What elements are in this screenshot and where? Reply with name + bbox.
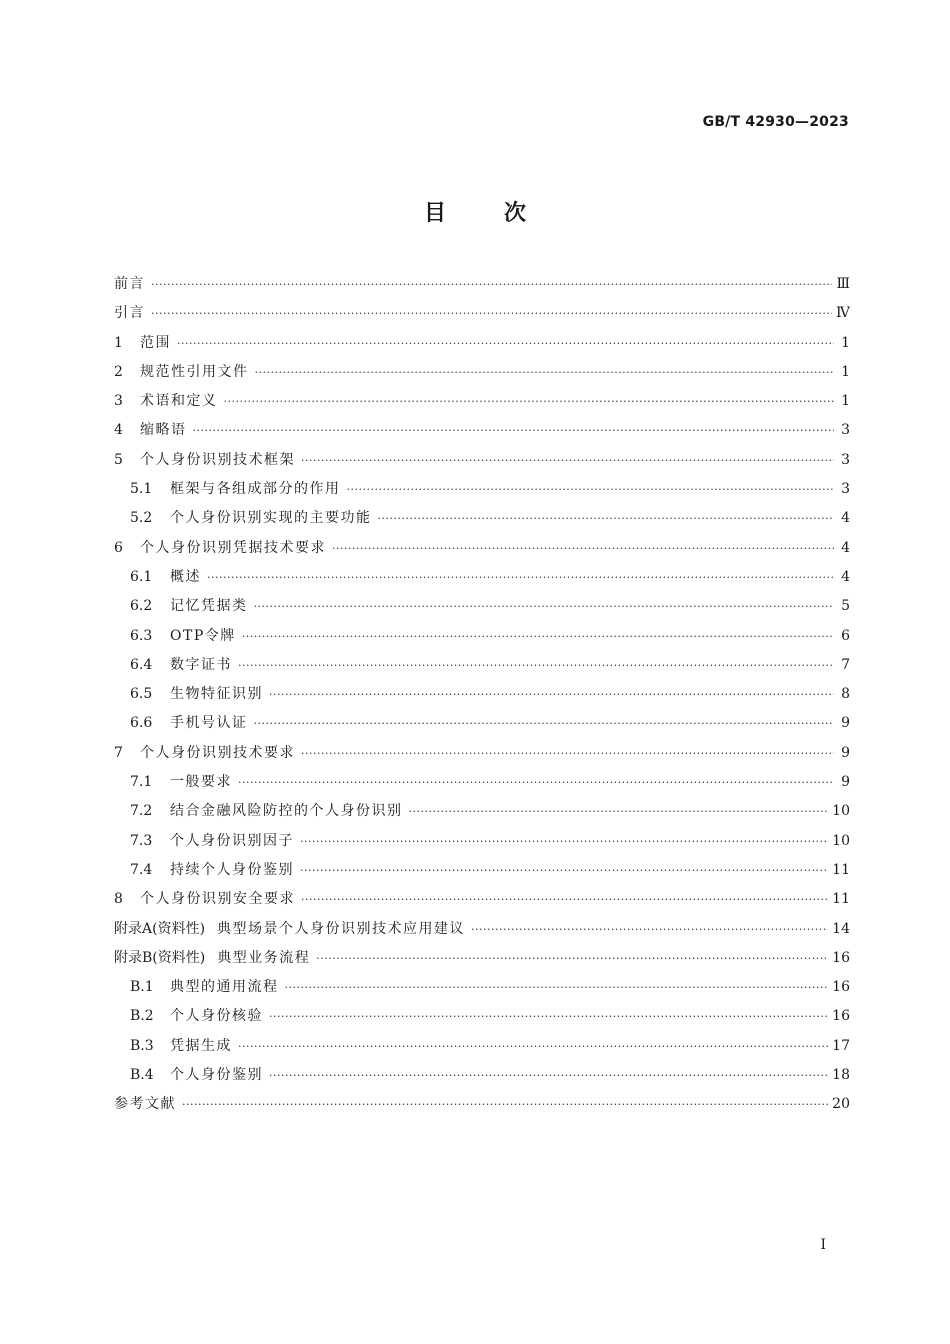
toc-entry-page: 10	[832, 832, 850, 849]
toc-entry-page: 4	[841, 568, 850, 585]
toc-entry-number: 6	[114, 539, 123, 556]
dot-leader	[151, 270, 832, 299]
toc-entry-number: 3	[114, 393, 123, 410]
toc-entry-1[interactable]	[114, 329, 850, 358]
dot-leader	[301, 446, 834, 475]
toc-entry-title: 典型业务流程	[217, 949, 311, 966]
dot-leader	[301, 739, 834, 768]
toc-entry-number: 7.2	[130, 803, 153, 820]
toc-entry-title: OTP令牌	[170, 627, 236, 644]
toc-entry-page: 16	[832, 979, 850, 996]
toc-entry-title: 个人身份鉴别	[170, 1067, 263, 1084]
toc-entry-6[interactable]	[114, 534, 850, 563]
toc-entry-title: 术语和定义	[140, 393, 218, 410]
toc-entry-page: 6	[841, 627, 850, 644]
toc-entry-number: 6.6	[130, 715, 153, 732]
toc-entry-number: 4	[114, 422, 123, 439]
dot-leader	[347, 475, 835, 504]
toc-entry-title: 个人身份识别技术要求	[140, 744, 295, 761]
toc-entry-6-6[interactable]	[114, 709, 850, 738]
toc-entry-title: 个人身份识别安全要求	[140, 891, 295, 908]
toc-entry-page: 16	[832, 949, 850, 966]
toc-entry-7[interactable]	[114, 739, 850, 768]
toc-entry-number: 5.2	[130, 510, 153, 527]
dot-leader	[255, 358, 835, 387]
toc-entry-number: 8	[114, 891, 123, 908]
toc-entry-number: 6.1	[130, 568, 153, 585]
toc-entry-b-1[interactable]	[114, 973, 850, 1002]
toc-entry-title: 个人身份识别凭据技术要求	[140, 539, 326, 556]
toc-entry-page: 20	[832, 1096, 850, 1113]
toc-entry-title: 持续个人身份鉴别	[170, 861, 294, 878]
dot-leader	[254, 709, 835, 738]
toc-entry-number: 7.3	[130, 832, 153, 849]
toc-entry-introduction[interactable]	[114, 299, 850, 328]
dot-leader	[378, 504, 835, 533]
toc-entry-title: 典型场景个人身份识别技术应用建议	[217, 920, 466, 937]
toc-entry-b-3[interactable]	[114, 1032, 850, 1061]
toc-entry-title: 一般要求	[170, 774, 232, 791]
dot-leader	[182, 1090, 828, 1119]
dot-leader	[224, 387, 835, 416]
toc-entry-2[interactable]	[114, 358, 850, 387]
toc-entry-page: 10	[832, 803, 850, 820]
toc-entry-page: 1	[841, 363, 850, 380]
toc-entry-number: 2	[114, 363, 123, 380]
toc-entry-page: 7	[841, 656, 850, 673]
toc-entry-title: 个人身份核验	[170, 1008, 263, 1025]
dot-leader	[285, 973, 829, 1002]
toc-entry-title: 凭据生成	[170, 1037, 232, 1054]
toc-entry-6-5[interactable]	[114, 680, 850, 709]
toc-entry-title: 框架与各组成部分的作用	[170, 481, 341, 498]
toc-entry-number: 6.3	[130, 627, 153, 644]
dot-leader	[301, 885, 828, 914]
toc-entry-number: B.2	[130, 1008, 154, 1025]
toc-entry-title: 前言	[114, 276, 145, 292]
dot-leader	[471, 915, 828, 944]
toc-entry-page: 1	[841, 334, 850, 351]
toc-entry-number: 7	[114, 744, 123, 761]
dot-leader	[242, 622, 834, 651]
toc-entry-6-4[interactable]	[114, 651, 850, 680]
dot-leader	[269, 1061, 828, 1090]
toc-entry-page: 9	[841, 715, 850, 732]
toc-entry-title: 个人身份识别因子	[170, 832, 294, 849]
toc-entry-7-2[interactable]	[114, 797, 850, 826]
toc-entry-8[interactable]	[114, 885, 850, 914]
toc-entry-b-4[interactable]	[114, 1061, 850, 1090]
toc-entry-page: 3	[841, 481, 850, 498]
table-of-contents	[114, 270, 850, 1120]
toc-entry-number: B.1	[130, 979, 154, 996]
toc-entry-page: 17	[832, 1037, 850, 1054]
toc-entry-title: 典型的通用流程	[170, 979, 279, 996]
toc-entry-title: 范围	[140, 334, 171, 351]
page-folio: I	[820, 1237, 826, 1253]
toc-entry-number: B.4	[130, 1067, 154, 1084]
toc-entry-page: 9	[841, 744, 850, 761]
toc-entry-number: 附录B(资料性)	[114, 949, 206, 966]
dot-leader	[254, 592, 835, 621]
toc-entry-number: 5	[114, 451, 123, 468]
toc-entry-b-2[interactable]	[114, 1002, 850, 1031]
toc-entry-title: 引言	[114, 305, 145, 322]
toc-entry-title: 规范性引用文件	[140, 363, 249, 380]
toc-entry-page: 18	[832, 1067, 850, 1084]
toc-entry-title: 手机号认证	[170, 715, 248, 732]
toc-entry-number: B.3	[130, 1037, 154, 1054]
dot-leader	[300, 856, 828, 885]
toc-entry-page: 16	[832, 1008, 850, 1025]
dot-leader	[409, 797, 829, 826]
toc-entry-annex-b[interactable]	[114, 944, 850, 973]
toc-entry-title: 个人身份识别实现的主要功能	[170, 510, 372, 527]
toc-entry-number: 5.1	[130, 481, 153, 498]
toc-entry-4[interactable]	[114, 416, 850, 445]
toc-entry-page: 4	[841, 510, 850, 527]
toc-entry-3[interactable]	[114, 387, 850, 416]
dot-leader	[177, 329, 834, 358]
toc-entry-title: 概述	[170, 568, 201, 585]
dot-leader	[269, 680, 834, 709]
toc-entry-page: 9	[841, 774, 850, 791]
toc-entry-page: 1	[841, 393, 850, 410]
toc-entry-page: 5	[841, 598, 850, 615]
toc-entry-page: 8	[841, 686, 850, 703]
toc-entry-title: 生物特征识别	[170, 686, 263, 703]
toc-entry-6-1[interactable]	[114, 563, 850, 592]
toc-entry-page: 11	[832, 891, 850, 908]
toc-entry-number: 1	[114, 334, 123, 351]
toc-entry-page: 3	[841, 451, 850, 468]
toc-entry-page: 11	[832, 861, 850, 878]
toc-entry-annex-a[interactable]	[114, 915, 850, 944]
toc-entry-title: 结合金融风险防控的个人身份识别	[170, 803, 403, 820]
dot-leader	[193, 416, 835, 445]
dot-leader	[238, 768, 834, 797]
toc-entry-7-4[interactable]	[114, 856, 850, 885]
toc-entry-7-1[interactable]	[114, 768, 850, 797]
toc-entry-7-3[interactable]	[114, 827, 850, 856]
dot-leader	[332, 534, 834, 563]
toc-entry-page: 3	[841, 422, 850, 439]
toc-entry-5-1[interactable]	[114, 475, 850, 504]
dot-leader	[269, 1002, 828, 1031]
toc-entry-page: 4	[841, 539, 850, 556]
toc-entry-title: 数字证书	[170, 656, 232, 673]
dot-leader	[238, 1032, 828, 1061]
toc-entry-number: 6.2	[130, 598, 153, 615]
dot-leader	[300, 827, 828, 856]
toc-entry-number: 附录A(资料性)	[114, 920, 206, 937]
toc-entry-6-3[interactable]	[114, 622, 850, 651]
toc-title: 目次	[423, 201, 584, 226]
toc-entry-number: 6.5	[130, 686, 153, 703]
toc-entry-title: 参考文献	[114, 1096, 176, 1113]
toc-entry-title: 缩略语	[140, 422, 187, 439]
dot-leader	[238, 651, 834, 680]
toc-entry-page: 14	[832, 920, 850, 937]
toc-entry-foreword[interactable]	[114, 270, 850, 299]
document-code: GB/T 42930—2023	[702, 114, 849, 130]
toc-entry-page: Ⅲ	[836, 276, 850, 292]
toc-entry-5-2[interactable]	[114, 504, 850, 533]
dot-leader	[316, 944, 828, 973]
toc-entry-bibliography[interactable]	[114, 1090, 850, 1119]
toc-entry-page: Ⅳ	[836, 305, 850, 322]
dot-leader	[207, 563, 834, 592]
toc-entry-6-2[interactable]	[114, 592, 850, 621]
toc-entry-title: 记忆凭据类	[170, 598, 248, 615]
toc-entry-number: 7.4	[130, 861, 153, 878]
toc-entry-title: 个人身份识别技术框架	[140, 451, 295, 468]
toc-entry-5[interactable]	[114, 446, 850, 475]
toc-entry-number: 6.4	[130, 656, 153, 673]
toc-entry-number: 7.1	[130, 774, 153, 791]
dot-leader	[151, 299, 832, 328]
